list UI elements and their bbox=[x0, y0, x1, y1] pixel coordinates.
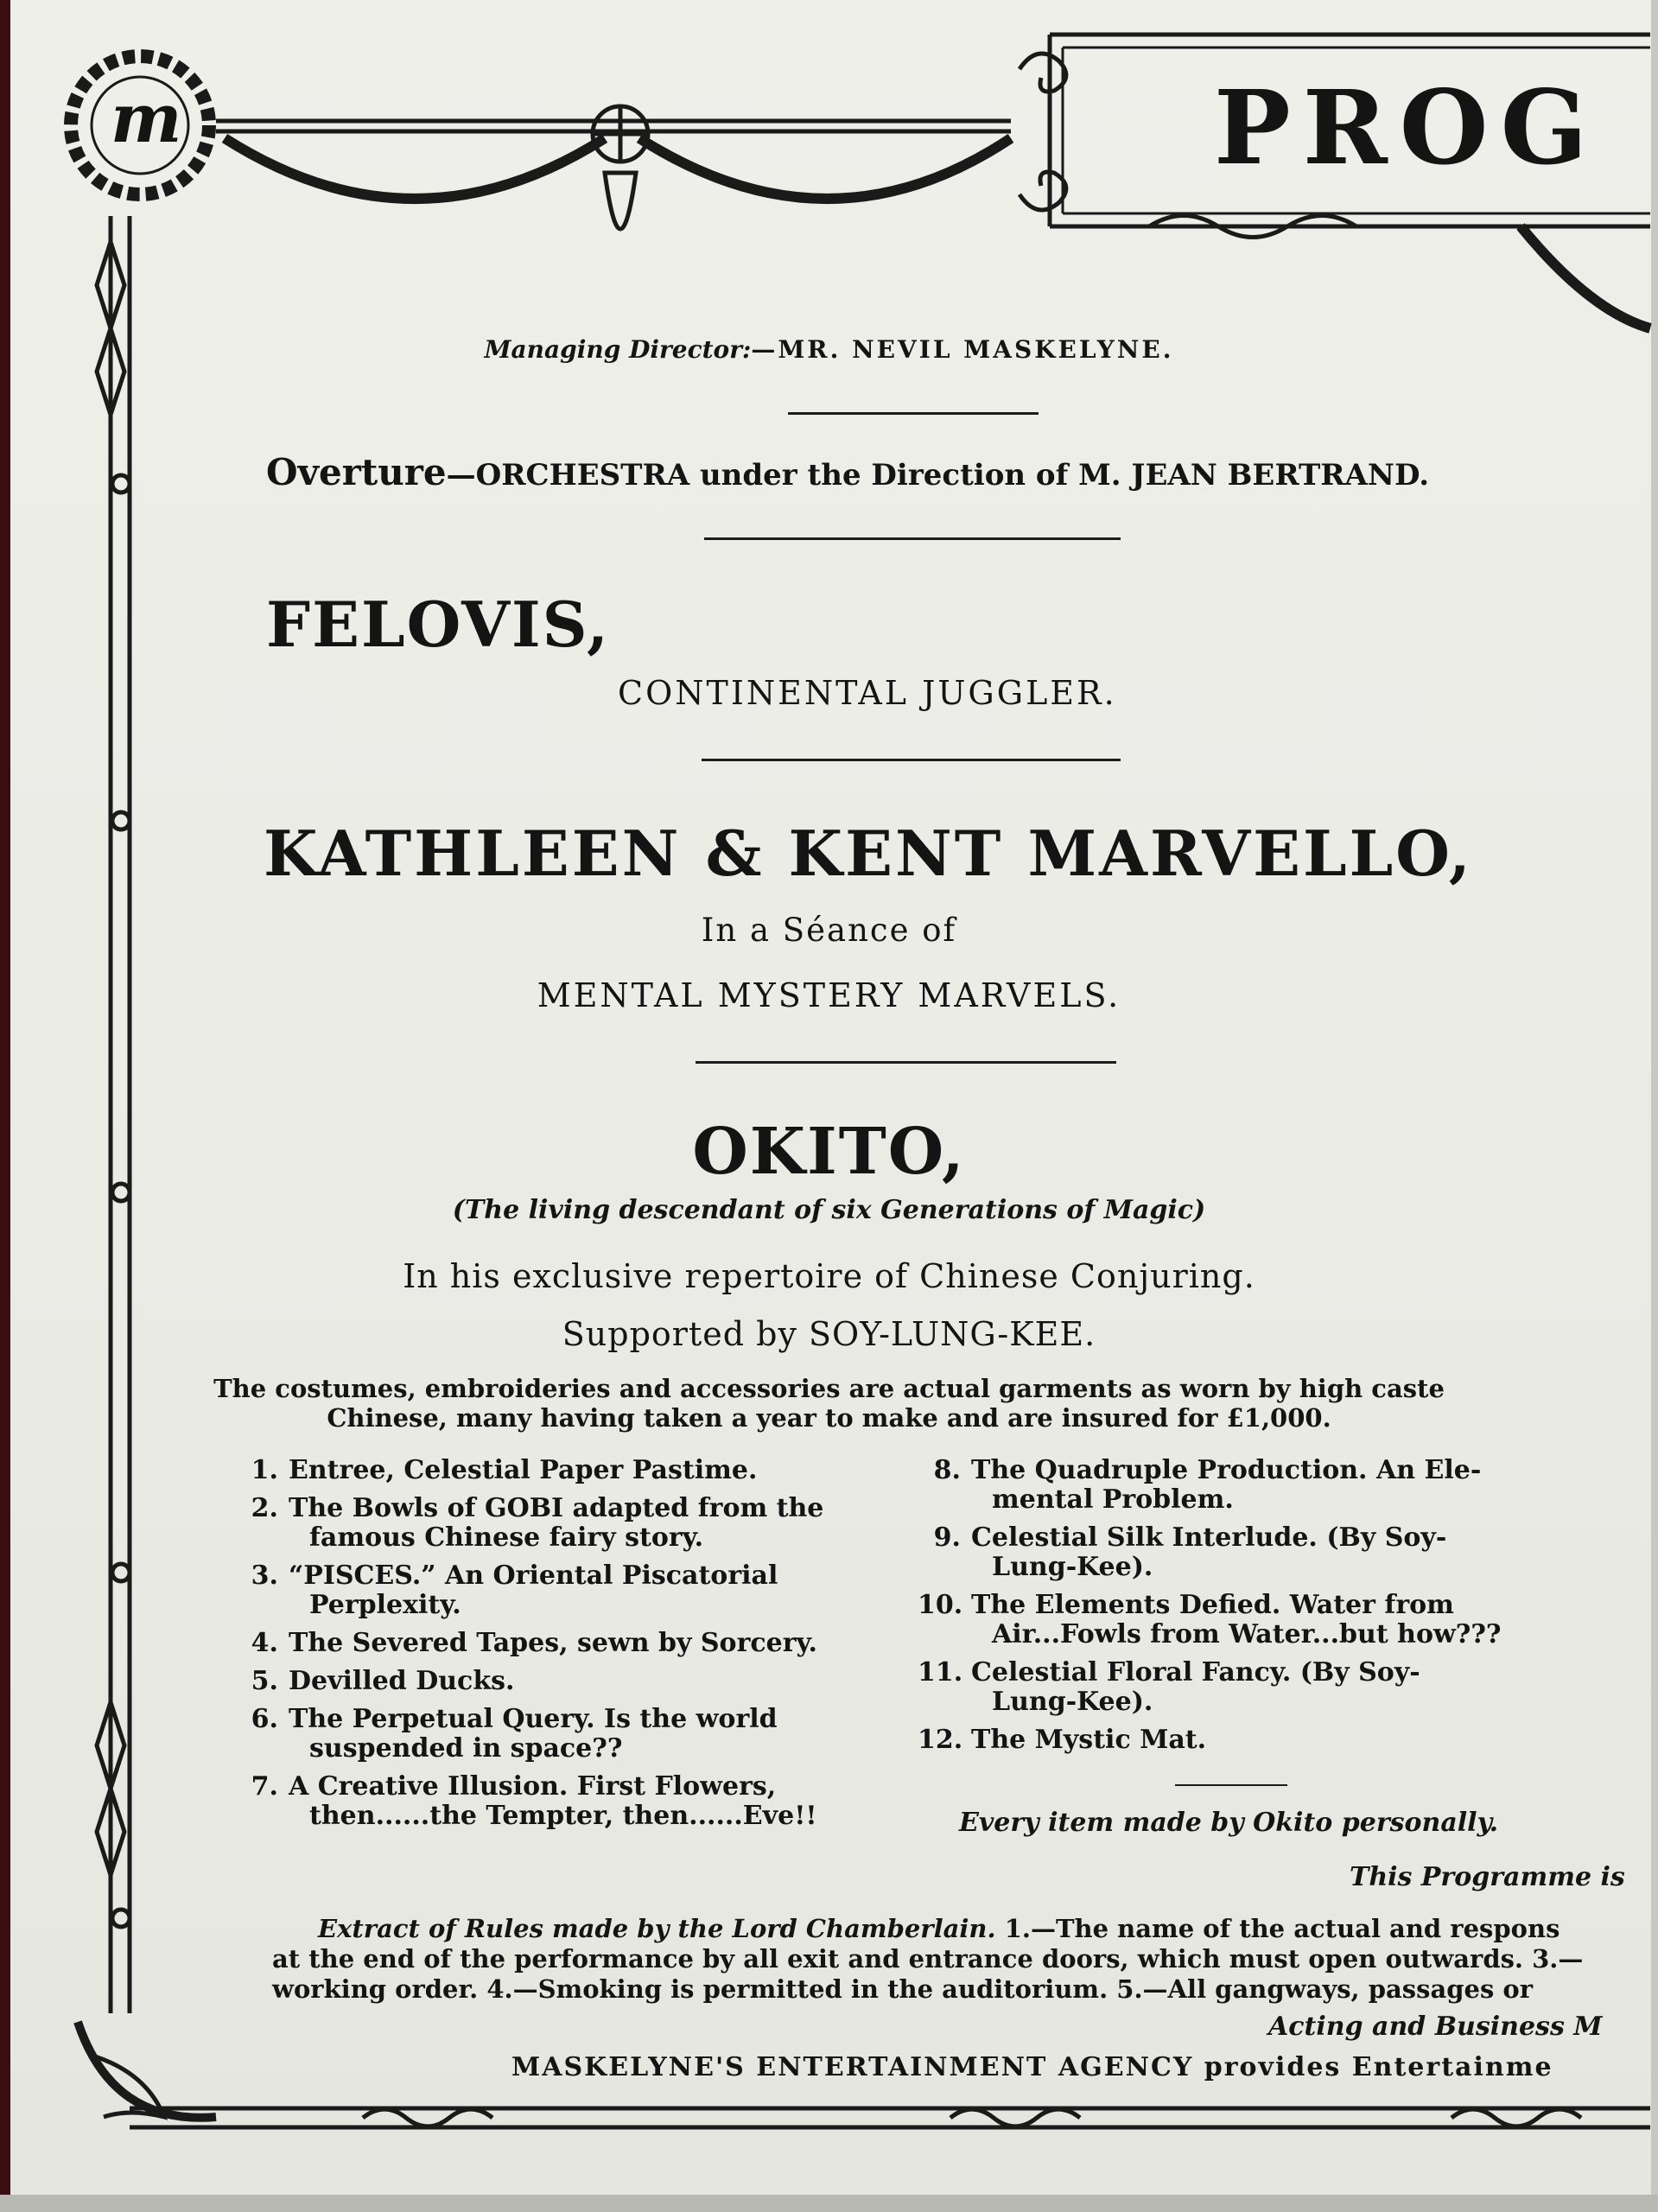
list-item: 7. A Creative Illusion. First Flowers, then......the Tempter, then......Eve!! bbox=[251, 1771, 817, 1831]
rules-line-3: working order. 4.—Smoking is permitted in the auditorium. 5.—All gangways, passages or bbox=[272, 1974, 1534, 2004]
rules-lead: Extract of Rules made by the Lord Chamberlain. bbox=[318, 1914, 996, 1943]
okito-supported: Supported by SOY-LUNG-KEE. bbox=[562, 1315, 1096, 1353]
divider bbox=[704, 537, 1121, 540]
act-felovis-desc: CONTINENTAL JUGGLER. bbox=[618, 674, 1117, 712]
list-item: 5. Devilled Ducks. bbox=[251, 1666, 515, 1696]
divider bbox=[1175, 1784, 1287, 1786]
list-item: 12. The Mystic Mat. bbox=[918, 1725, 1207, 1755]
divider bbox=[696, 1061, 1116, 1064]
overture-label: Overture bbox=[266, 451, 447, 493]
act-okito-name: OKITO, bbox=[692, 1115, 966, 1189]
act-felovis-name: FELOVIS, bbox=[266, 588, 611, 661]
items-list-left bbox=[235, 1456, 874, 1840]
divider bbox=[788, 412, 1039, 415]
acting-manager: Acting and Business M bbox=[1268, 2012, 1603, 2042]
programme-note: This Programme is bbox=[1350, 1862, 1625, 1892]
rules-line-1 bbox=[318, 1914, 1560, 1943]
director-name: —MR. NEVIL MASKELYNE. bbox=[751, 335, 1174, 364]
overture-text: —ORCHESTRA under the Direction of M. JEAN BERTRAND. bbox=[446, 458, 1430, 493]
costumes-line-2: Chinese, many having taken a year to make and are insured for £1,000. bbox=[327, 1403, 1331, 1433]
overture-line bbox=[266, 451, 1429, 493]
programme-title: PROG bbox=[1214, 67, 1600, 188]
list-item: 9. Celestial Silk Interlude. (By Soy- Lung-Kee). bbox=[933, 1522, 1447, 1582]
list-item: 1. Entree, Celestial Paper Pastime. bbox=[251, 1455, 758, 1485]
list-item: 10. The Elements Defied. Water from Air...Fowls from Water...but how??? bbox=[918, 1590, 1502, 1649]
act-marvello-desc-1: In a Séance of bbox=[701, 912, 957, 949]
monogram-letter: m bbox=[111, 79, 182, 158]
act-marvello-name: KATHLEEN & KENT MARVELLO, bbox=[264, 817, 1473, 890]
rules-line-1-rest: 1.—The name of the actual and respons bbox=[995, 1914, 1560, 1943]
okito-note: Every item made by Okito personally. bbox=[959, 1808, 1499, 1838]
rules-line-2: at the end of the performance by all exit and entrance doors, which must open outwards. 3.— bbox=[272, 1944, 1584, 1974]
divider bbox=[702, 759, 1121, 761]
act-marvello-desc-2: MENTAL MYSTERY MARVELS. bbox=[537, 976, 1121, 1014]
director-line bbox=[0, 335, 1658, 364]
okito-subtitle: (The living descendant of six Generations of Magic) bbox=[452, 1195, 1206, 1225]
list-item: 2. The Bowls of GOBI adapted from the famous Chinese fairy story. bbox=[251, 1493, 824, 1553]
director-label: Managing Director: bbox=[484, 335, 752, 364]
okito-repertoire: In his exclusive repertoire of Chinese Conjuring. bbox=[403, 1257, 1255, 1295]
list-item: 6. The Perpetual Query. Is the world suspended in space?? bbox=[251, 1704, 778, 1764]
agency-line: MASKELYNE'S ENTERTAINMENT AGENCY provides Entertainme bbox=[511, 2052, 1553, 2082]
list-item: 3. “PISCES.” An Oriental Piscatorial Perplexity. bbox=[251, 1560, 778, 1620]
list-item: 11. Celestial Floral Fancy. (By Soy- Lung-Kee). bbox=[918, 1657, 1420, 1717]
items-list-right bbox=[918, 1456, 1574, 1764]
list-item: 4. The Severed Tapes, sewn by Sorcery. bbox=[251, 1628, 817, 1658]
costumes-line-1: The costumes, embroideries and accessories are actual garments as worn by high caste bbox=[213, 1374, 1445, 1403]
list-item: 8. The Quadruple Production. An Ele- mental Problem. bbox=[933, 1455, 1482, 1515]
